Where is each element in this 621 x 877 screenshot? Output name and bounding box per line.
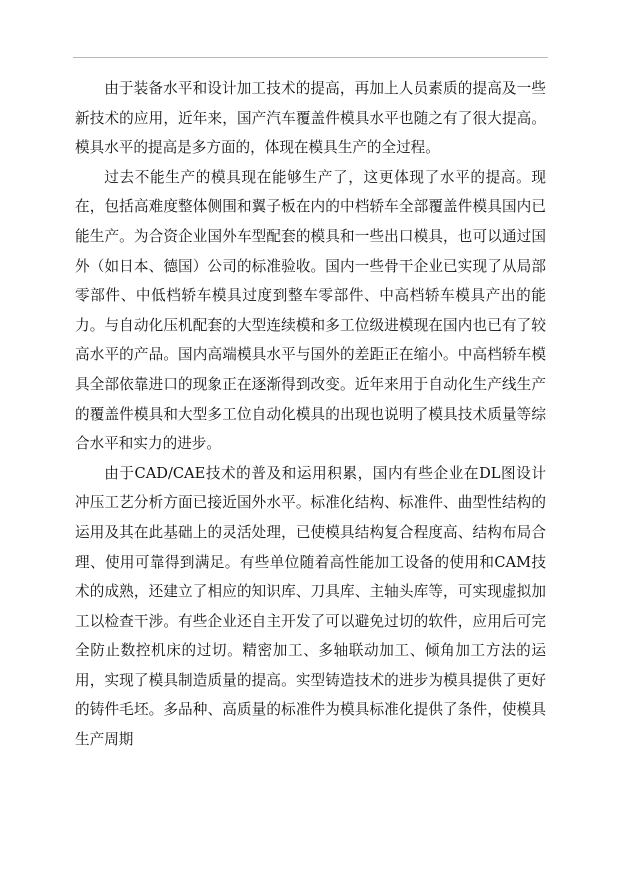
paragraph-2: 过去不能生产的模具现在能够生产了，这更体现了水平的提高。现在，包括高难度整体侧围和翼子板在内的中档轿车全部覆盖件模具国内已能生产。为合资企业国外车型配套的模具和一些出口模具，也可以通过国外（如日本、德国）公司的标准验收。国内一些骨干企业已实现了从局部零部件、中低档轿车模具过度到整车零部件、中高档轿车模具产出的能力。与自动化压机配套的大型连续模和多工位级进模现在国内也已有了较高水平的产品。国内高端模具水平与国外的差距正在缩小。中高档轿车模具全部依靠进口的现象正在逐渐得到改变。近年来用于自动化生产线生产的覆盖件模具和大型多工位自动化模具的出现也说明了模具技术质量等综合水平和实力的进步。 (75, 168, 546, 453)
header-rule (73, 57, 548, 58)
paragraph-1: 由于装备水平和设计加工技术的提高，再加上人员素质的提高及一些新技术的应用，近年来，国产汽车覆盖件模具水平也随之有了很大提高。模具水平的提高是多方面的，体现在模具生产的全过程。 (75, 80, 546, 157)
paragraph-3: 由于CAD/CAE技术的普及和运用积累，国内有些企业在DL图设计冲压工艺分析方面已接近国外水平。标准化结构、标准件、曲型性结构的运用及其在此基础上的灵活处理，已使模具结构复合程度高、结构布局合理、使用可靠得到满足。有些单位随着高性能加工设备的使用和CAM技术的成熟，还建立了相应的知识库、刀具库、主轴头库等，可实现虚拟加工以检查干涉。有些企业还自主开发了可以避免过切的软件，应用后可完全防止数控机床的过切。精密加工、多轴联动加工、倾角加工方法的运用，实现了模具制造质量的提高。实型铸造技术的进步为模具提供了更好的铸件毛坯。多品种、高质量的标准件为模具标准化提供了条件，使模具生产周期 (75, 464, 546, 749)
document-body (75, 74, 546, 755)
